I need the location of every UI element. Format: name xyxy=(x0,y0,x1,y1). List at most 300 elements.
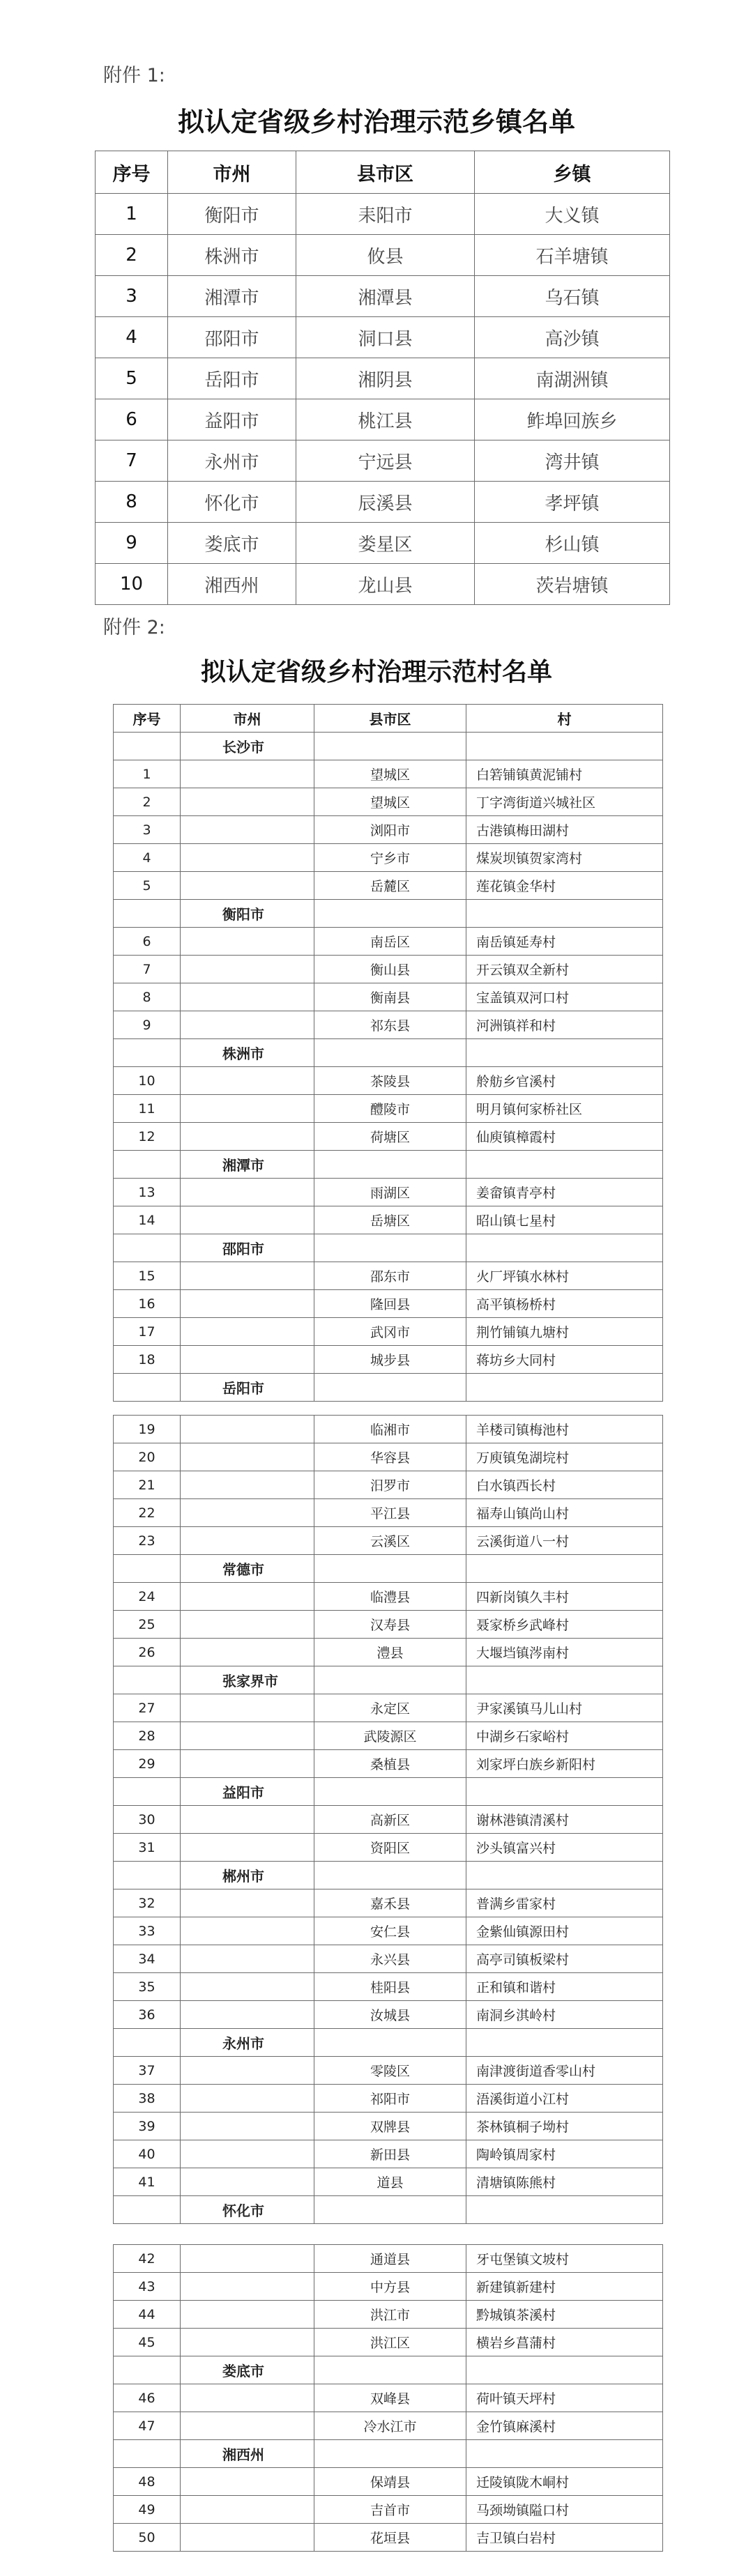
table-row xyxy=(114,1067,663,1095)
village-cell: 浯溪街道小江村 xyxy=(466,2085,663,2113)
township-cell: 南湖洲镇 xyxy=(475,358,670,399)
village-cell: 谢林港镇清溪村 xyxy=(466,1806,663,1834)
village-cell: 迁陵镇陇木峒村 xyxy=(466,2468,663,2496)
village-cell: 中湖乡石家峪村 xyxy=(466,1722,663,1750)
table-row xyxy=(114,2329,663,2356)
county-cell: 平江县 xyxy=(314,1499,466,1527)
township-header-cell: 序号 xyxy=(96,151,168,194)
city-group-row xyxy=(114,1151,663,1179)
county-cell xyxy=(314,1234,466,1262)
village-cell: 姜畲镇青亭村 xyxy=(466,1179,663,1206)
city-cell xyxy=(181,2301,314,2329)
table-row xyxy=(114,816,663,844)
row-number xyxy=(114,1666,181,1694)
county-cell xyxy=(314,2356,466,2384)
table-row xyxy=(114,1639,663,1666)
row-number: 31 xyxy=(114,1834,181,1862)
table-row xyxy=(96,482,670,523)
village-header-cell: 序号 xyxy=(114,705,181,733)
table-row xyxy=(96,399,670,440)
row-number: 35 xyxy=(114,1973,181,2001)
village-cell: 荷叶镇天坪村 xyxy=(466,2384,663,2412)
county-cell xyxy=(314,1374,466,1402)
village-cell xyxy=(466,1862,663,1889)
table-row xyxy=(114,2496,663,2524)
village-cell xyxy=(466,1778,663,1806)
city-cell xyxy=(181,2329,314,2356)
village-cell: 舲舫乡官溪村 xyxy=(466,1067,663,1095)
row-number: 17 xyxy=(114,1318,181,1346)
row-number: 5 xyxy=(114,872,181,900)
city-cell xyxy=(181,760,314,788)
city-cell xyxy=(181,1945,314,1973)
row-number xyxy=(114,2196,181,2224)
city-group-label: 岳阳市 xyxy=(181,1374,314,1402)
village-cell: 普满乡雷家村 xyxy=(466,1889,663,1917)
row-number: 2 xyxy=(114,788,181,816)
city-cell xyxy=(181,1889,314,1917)
village-cell xyxy=(466,1374,663,1402)
county-cell: 双牌县 xyxy=(314,2113,466,2140)
city-cell xyxy=(181,1527,314,1555)
city-cell xyxy=(181,1123,314,1151)
county-cell: 祁阳市 xyxy=(314,2085,466,2113)
table-row xyxy=(114,1945,663,1973)
table-row xyxy=(114,1318,663,1346)
city-group-row xyxy=(114,2196,663,2224)
village-cell: 南津渡街道香零山村 xyxy=(466,2057,663,2085)
table-row xyxy=(114,1806,663,1834)
city-group-row xyxy=(114,1555,663,1583)
table-row xyxy=(114,1583,663,1611)
village-cell: 马颈坳镇隘口村 xyxy=(466,2496,663,2524)
county-cell: 通道县 xyxy=(314,2245,466,2273)
county-cell: 衡南县 xyxy=(314,983,466,1011)
city-group-row xyxy=(114,2440,663,2468)
county-cell: 洪江市 xyxy=(314,2301,466,2329)
city-cell xyxy=(181,1262,314,1290)
table-row xyxy=(114,1011,663,1039)
township-cell: 乌石镇 xyxy=(475,276,670,317)
county-cell: 祁东县 xyxy=(314,1011,466,1039)
city-group-row xyxy=(114,1862,663,1889)
county-cell: 娄星区 xyxy=(296,523,475,564)
row-number: 3 xyxy=(114,816,181,844)
city-group-row xyxy=(114,1778,663,1806)
village-cell: 仙庾镇樟霞村 xyxy=(466,1123,663,1151)
table-row xyxy=(114,956,663,983)
county-cell: 南岳区 xyxy=(314,928,466,956)
county-cell: 临澧县 xyxy=(314,1583,466,1611)
row-number: 24 xyxy=(114,1583,181,1611)
county-cell: 邵东市 xyxy=(314,1262,466,1290)
attachment2-title: 拟认定省级乡村治理示范村名单 xyxy=(200,657,552,687)
table-row xyxy=(114,1346,663,1374)
city-cell xyxy=(181,1834,314,1862)
county-cell xyxy=(314,733,466,760)
city-cell: 娄底市 xyxy=(168,523,296,564)
city-group-row xyxy=(114,1666,663,1694)
city-cell xyxy=(181,1416,314,1443)
county-cell: 中方县 xyxy=(314,2273,466,2301)
county-cell: 花垣县 xyxy=(314,2524,466,2552)
county-cell: 攸县 xyxy=(296,235,475,276)
county-cell: 望城区 xyxy=(314,760,466,788)
row-number: 37 xyxy=(114,2057,181,2085)
city-group-row xyxy=(114,2029,663,2057)
city-cell: 岳阳市 xyxy=(168,358,296,399)
table-row xyxy=(114,2113,663,2140)
row-number: 20 xyxy=(114,1443,181,1471)
table-row xyxy=(114,1722,663,1750)
row-number: 23 xyxy=(114,1527,181,1555)
table-row xyxy=(114,1471,663,1499)
row-number: 32 xyxy=(114,1889,181,1917)
row-number: 6 xyxy=(96,399,168,440)
attachment2-label: 附件 2: xyxy=(103,617,165,638)
village-cell: 刘家坪白族乡新阳村 xyxy=(466,1750,663,1778)
county-cell: 荷塘区 xyxy=(314,1123,466,1151)
table-row xyxy=(114,1262,663,1290)
township-cell: 鲊埠回族乡 xyxy=(475,399,670,440)
city-cell: 邵阳市 xyxy=(168,317,296,358)
village-cell: 福寿山镇尚山村 xyxy=(466,1499,663,1527)
table-row xyxy=(114,2057,663,2085)
city-group-label: 怀化市 xyxy=(181,2196,314,2224)
county-cell xyxy=(314,1862,466,1889)
city-group-label: 湘潭市 xyxy=(181,1151,314,1179)
village-cell xyxy=(466,1234,663,1262)
table-row xyxy=(96,317,670,358)
row-number xyxy=(114,2029,181,2057)
city-cell xyxy=(181,2001,314,2029)
village-cell: 南洞乡淇岭村 xyxy=(466,2001,663,2029)
village-cell xyxy=(466,1039,663,1067)
county-cell: 永定区 xyxy=(314,1694,466,1722)
city-group-row xyxy=(114,733,663,760)
county-cell: 宁远县 xyxy=(296,440,475,482)
city-cell xyxy=(181,2168,314,2196)
city-cell: 湘潭市 xyxy=(168,276,296,317)
village-cell: 宝盖镇双河口村 xyxy=(466,983,663,1011)
row-number: 5 xyxy=(96,358,168,399)
table-row xyxy=(114,2140,663,2168)
village-cell: 河洲镇祥和村 xyxy=(466,1011,663,1039)
row-number: 28 xyxy=(114,1722,181,1750)
city-cell xyxy=(181,1694,314,1722)
city-cell xyxy=(181,1722,314,1750)
row-number: 25 xyxy=(114,1611,181,1639)
table-row xyxy=(114,844,663,872)
village-cell: 四新岗镇久丰村 xyxy=(466,1583,663,1611)
table-row xyxy=(96,523,670,564)
row-number: 34 xyxy=(114,1945,181,1973)
county-cell: 冷水江市 xyxy=(314,2412,466,2440)
row-number: 13 xyxy=(114,1179,181,1206)
row-number xyxy=(114,900,181,928)
row-number: 29 xyxy=(114,1750,181,1778)
city-cell: 怀化市 xyxy=(168,482,296,523)
county-cell: 宁乡市 xyxy=(314,844,466,872)
row-number: 15 xyxy=(114,1262,181,1290)
row-number: 2 xyxy=(96,235,168,276)
village-cell: 明月镇何家桥社区 xyxy=(466,1095,663,1123)
table-row xyxy=(114,1973,663,2001)
row-number xyxy=(114,1039,181,1067)
city-group-label: 邵阳市 xyxy=(181,1234,314,1262)
table-row xyxy=(114,1694,663,1722)
city-cell xyxy=(181,2468,314,2496)
city-cell xyxy=(181,1499,314,1527)
village-table-header xyxy=(114,705,663,733)
row-number: 41 xyxy=(114,2168,181,2196)
county-cell: 醴陵市 xyxy=(314,1095,466,1123)
row-number: 7 xyxy=(114,956,181,983)
township-cell: 石羊塘镇 xyxy=(475,235,670,276)
city-group-label: 长沙市 xyxy=(181,733,314,760)
village-cell xyxy=(466,1555,663,1583)
village-cell: 白箬铺镇黄泥铺村 xyxy=(466,760,663,788)
city-cell xyxy=(181,2113,314,2140)
city-cell xyxy=(181,1583,314,1611)
county-cell: 桃江县 xyxy=(296,399,475,440)
city-cell xyxy=(181,2412,314,2440)
village-cell: 陶岭镇周家村 xyxy=(466,2140,663,2168)
city-group-row xyxy=(114,1234,663,1262)
village-cell xyxy=(466,900,663,928)
city-group-row xyxy=(114,1039,663,1067)
row-number: 9 xyxy=(114,1011,181,1039)
village-cell: 万庾镇兔湖垸村 xyxy=(466,1443,663,1471)
row-number: 42 xyxy=(114,2245,181,2273)
city-cell: 衡阳市 xyxy=(168,194,296,235)
village-cell xyxy=(466,733,663,760)
city-cell xyxy=(181,2384,314,2412)
table-row xyxy=(114,2524,663,2552)
township-header-cell: 县市区 xyxy=(296,151,475,194)
county-cell: 龙山县 xyxy=(296,564,475,605)
row-number: 3 xyxy=(96,276,168,317)
county-cell: 新田县 xyxy=(314,2140,466,2168)
county-cell xyxy=(314,2029,466,2057)
city-cell xyxy=(181,788,314,816)
city-cell xyxy=(181,1973,314,2001)
row-number: 48 xyxy=(114,2468,181,2496)
row-number: 7 xyxy=(96,440,168,482)
county-cell: 资阳区 xyxy=(314,1834,466,1862)
row-number: 27 xyxy=(114,1694,181,1722)
table-row xyxy=(96,564,670,605)
city-cell xyxy=(181,816,314,844)
village-cell xyxy=(466,2356,663,2384)
city-group-label: 郴州市 xyxy=(181,1862,314,1889)
city-cell xyxy=(181,1346,314,1374)
row-number: 4 xyxy=(114,844,181,872)
row-number: 1 xyxy=(96,194,168,235)
row-number: 39 xyxy=(114,2113,181,2140)
city-cell xyxy=(181,2273,314,2301)
row-number: 49 xyxy=(114,2496,181,2524)
county-cell: 汨罗市 xyxy=(314,1471,466,1499)
row-number: 30 xyxy=(114,1806,181,1834)
table-row xyxy=(96,440,670,482)
township-cell: 高沙镇 xyxy=(475,317,670,358)
row-number: 47 xyxy=(114,2412,181,2440)
township-cell: 湾井镇 xyxy=(475,440,670,482)
row-number: 36 xyxy=(114,2001,181,2029)
city-cell xyxy=(181,1206,314,1234)
row-number: 4 xyxy=(96,317,168,358)
county-cell: 高新区 xyxy=(314,1806,466,1834)
city-cell xyxy=(181,1639,314,1666)
county-cell: 武陵源区 xyxy=(314,1722,466,1750)
city-cell: 永州市 xyxy=(168,440,296,482)
city-cell: 益阳市 xyxy=(168,399,296,440)
table-row xyxy=(114,2001,663,2029)
township-cell: 孝坪镇 xyxy=(475,482,670,523)
county-cell: 桑植县 xyxy=(314,1750,466,1778)
city-cell xyxy=(181,2140,314,2168)
table-row xyxy=(114,788,663,816)
village-table-page-2 xyxy=(113,1415,663,2224)
village-cell: 聂家桥乡武峰村 xyxy=(466,1611,663,1639)
row-number: 6 xyxy=(114,928,181,956)
city-cell xyxy=(181,1471,314,1499)
county-cell: 汝城县 xyxy=(314,2001,466,2029)
village-cell xyxy=(466,2029,663,2057)
row-number: 18 xyxy=(114,1346,181,1374)
row-number xyxy=(114,1862,181,1889)
city-cell xyxy=(181,872,314,900)
village-cell xyxy=(466,2196,663,2224)
table-row xyxy=(114,1499,663,1527)
city-cell xyxy=(181,2524,314,2552)
village-cell: 横岩乡菖蒲村 xyxy=(466,2329,663,2356)
village-cell: 南岳镇延寿村 xyxy=(466,928,663,956)
table-row xyxy=(114,1123,663,1151)
table-row xyxy=(114,1443,663,1471)
table-row xyxy=(114,1917,663,1945)
row-number: 16 xyxy=(114,1290,181,1318)
table-row xyxy=(114,2085,663,2113)
table-row xyxy=(114,2168,663,2196)
village-cell: 正和镇和谐村 xyxy=(466,1973,663,2001)
village-table-page-3 xyxy=(113,2244,663,2552)
table-row xyxy=(114,2384,663,2412)
county-cell xyxy=(314,1039,466,1067)
row-number xyxy=(114,1778,181,1806)
village-cell: 大堰垱镇涔南村 xyxy=(466,1639,663,1666)
county-cell: 汉寿县 xyxy=(314,1611,466,1639)
city-cell: 株洲市 xyxy=(168,235,296,276)
city-group-label: 娄底市 xyxy=(181,2356,314,2384)
county-cell xyxy=(314,900,466,928)
row-number: 38 xyxy=(114,2085,181,2113)
county-cell: 隆回县 xyxy=(314,1290,466,1318)
city-cell xyxy=(181,1917,314,1945)
table-row xyxy=(114,1889,663,1917)
village-cell: 煤炭坝镇贺家湾村 xyxy=(466,844,663,872)
row-number: 10 xyxy=(96,564,168,605)
city-group-label: 湘西州 xyxy=(181,2440,314,2468)
county-cell: 岳麓区 xyxy=(314,872,466,900)
county-cell: 桂阳县 xyxy=(314,1973,466,2001)
village-cell: 白水镇西长村 xyxy=(466,1471,663,1499)
township-table xyxy=(95,151,670,605)
row-number xyxy=(114,1234,181,1262)
row-number: 1 xyxy=(114,760,181,788)
table-row xyxy=(114,1416,663,1443)
village-cell: 沙头镇富兴村 xyxy=(466,1834,663,1862)
county-cell: 双峰县 xyxy=(314,2384,466,2412)
city-cell xyxy=(181,2085,314,2113)
city-cell xyxy=(181,1806,314,1834)
city-group-label: 益阳市 xyxy=(181,1778,314,1806)
city-cell xyxy=(181,2245,314,2273)
table-row xyxy=(96,194,670,235)
village-header-cell: 县市区 xyxy=(314,705,466,733)
city-group-label: 张家界市 xyxy=(181,1666,314,1694)
county-cell xyxy=(314,1666,466,1694)
county-cell: 华容县 xyxy=(314,1443,466,1471)
row-number: 11 xyxy=(114,1095,181,1123)
village-cell: 昭山镇七星村 xyxy=(466,1206,663,1234)
city-cell xyxy=(181,2057,314,2085)
table-row xyxy=(114,2412,663,2440)
city-cell xyxy=(181,1443,314,1471)
city-group-row xyxy=(114,1374,663,1402)
row-number: 50 xyxy=(114,2524,181,2552)
table-row xyxy=(114,2468,663,2496)
county-cell: 城步县 xyxy=(314,1346,466,1374)
city-cell xyxy=(181,1095,314,1123)
county-cell: 吉首市 xyxy=(314,2496,466,2524)
county-cell: 道县 xyxy=(314,2168,466,2196)
county-cell xyxy=(314,1555,466,1583)
table-row xyxy=(114,1095,663,1123)
county-cell: 安仁县 xyxy=(314,1917,466,1945)
village-cell: 高亭司镇板梁村 xyxy=(466,1945,663,1973)
row-number: 46 xyxy=(114,2384,181,2412)
county-cell xyxy=(314,1778,466,1806)
county-cell: 澧县 xyxy=(314,1639,466,1666)
county-cell: 云溪区 xyxy=(314,1527,466,1555)
county-cell: 洞口县 xyxy=(296,317,475,358)
village-cell: 新建镇新建村 xyxy=(466,2273,663,2301)
row-number: 21 xyxy=(114,1471,181,1499)
city-cell xyxy=(181,2496,314,2524)
city-cell xyxy=(181,983,314,1011)
city-cell xyxy=(181,956,314,983)
city-cell: 湘西州 xyxy=(168,564,296,605)
row-number: 14 xyxy=(114,1206,181,1234)
row-number: 22 xyxy=(114,1499,181,1527)
city-cell xyxy=(181,1750,314,1778)
table-row xyxy=(114,1206,663,1234)
village-cell: 火厂坪镇水林村 xyxy=(466,1262,663,1290)
city-group-label: 永州市 xyxy=(181,2029,314,2057)
row-number: 43 xyxy=(114,2273,181,2301)
row-number: 44 xyxy=(114,2301,181,2329)
city-group-label: 株洲市 xyxy=(181,1039,314,1067)
county-cell: 茶陵县 xyxy=(314,1067,466,1095)
village-cell: 高平镇杨桥村 xyxy=(466,1290,663,1318)
city-cell xyxy=(181,1611,314,1639)
row-number: 9 xyxy=(96,523,168,564)
village-cell: 清塘镇陈熊村 xyxy=(466,2168,663,2196)
township-header-cell: 市州 xyxy=(168,151,296,194)
township-cell: 大义镇 xyxy=(475,194,670,235)
